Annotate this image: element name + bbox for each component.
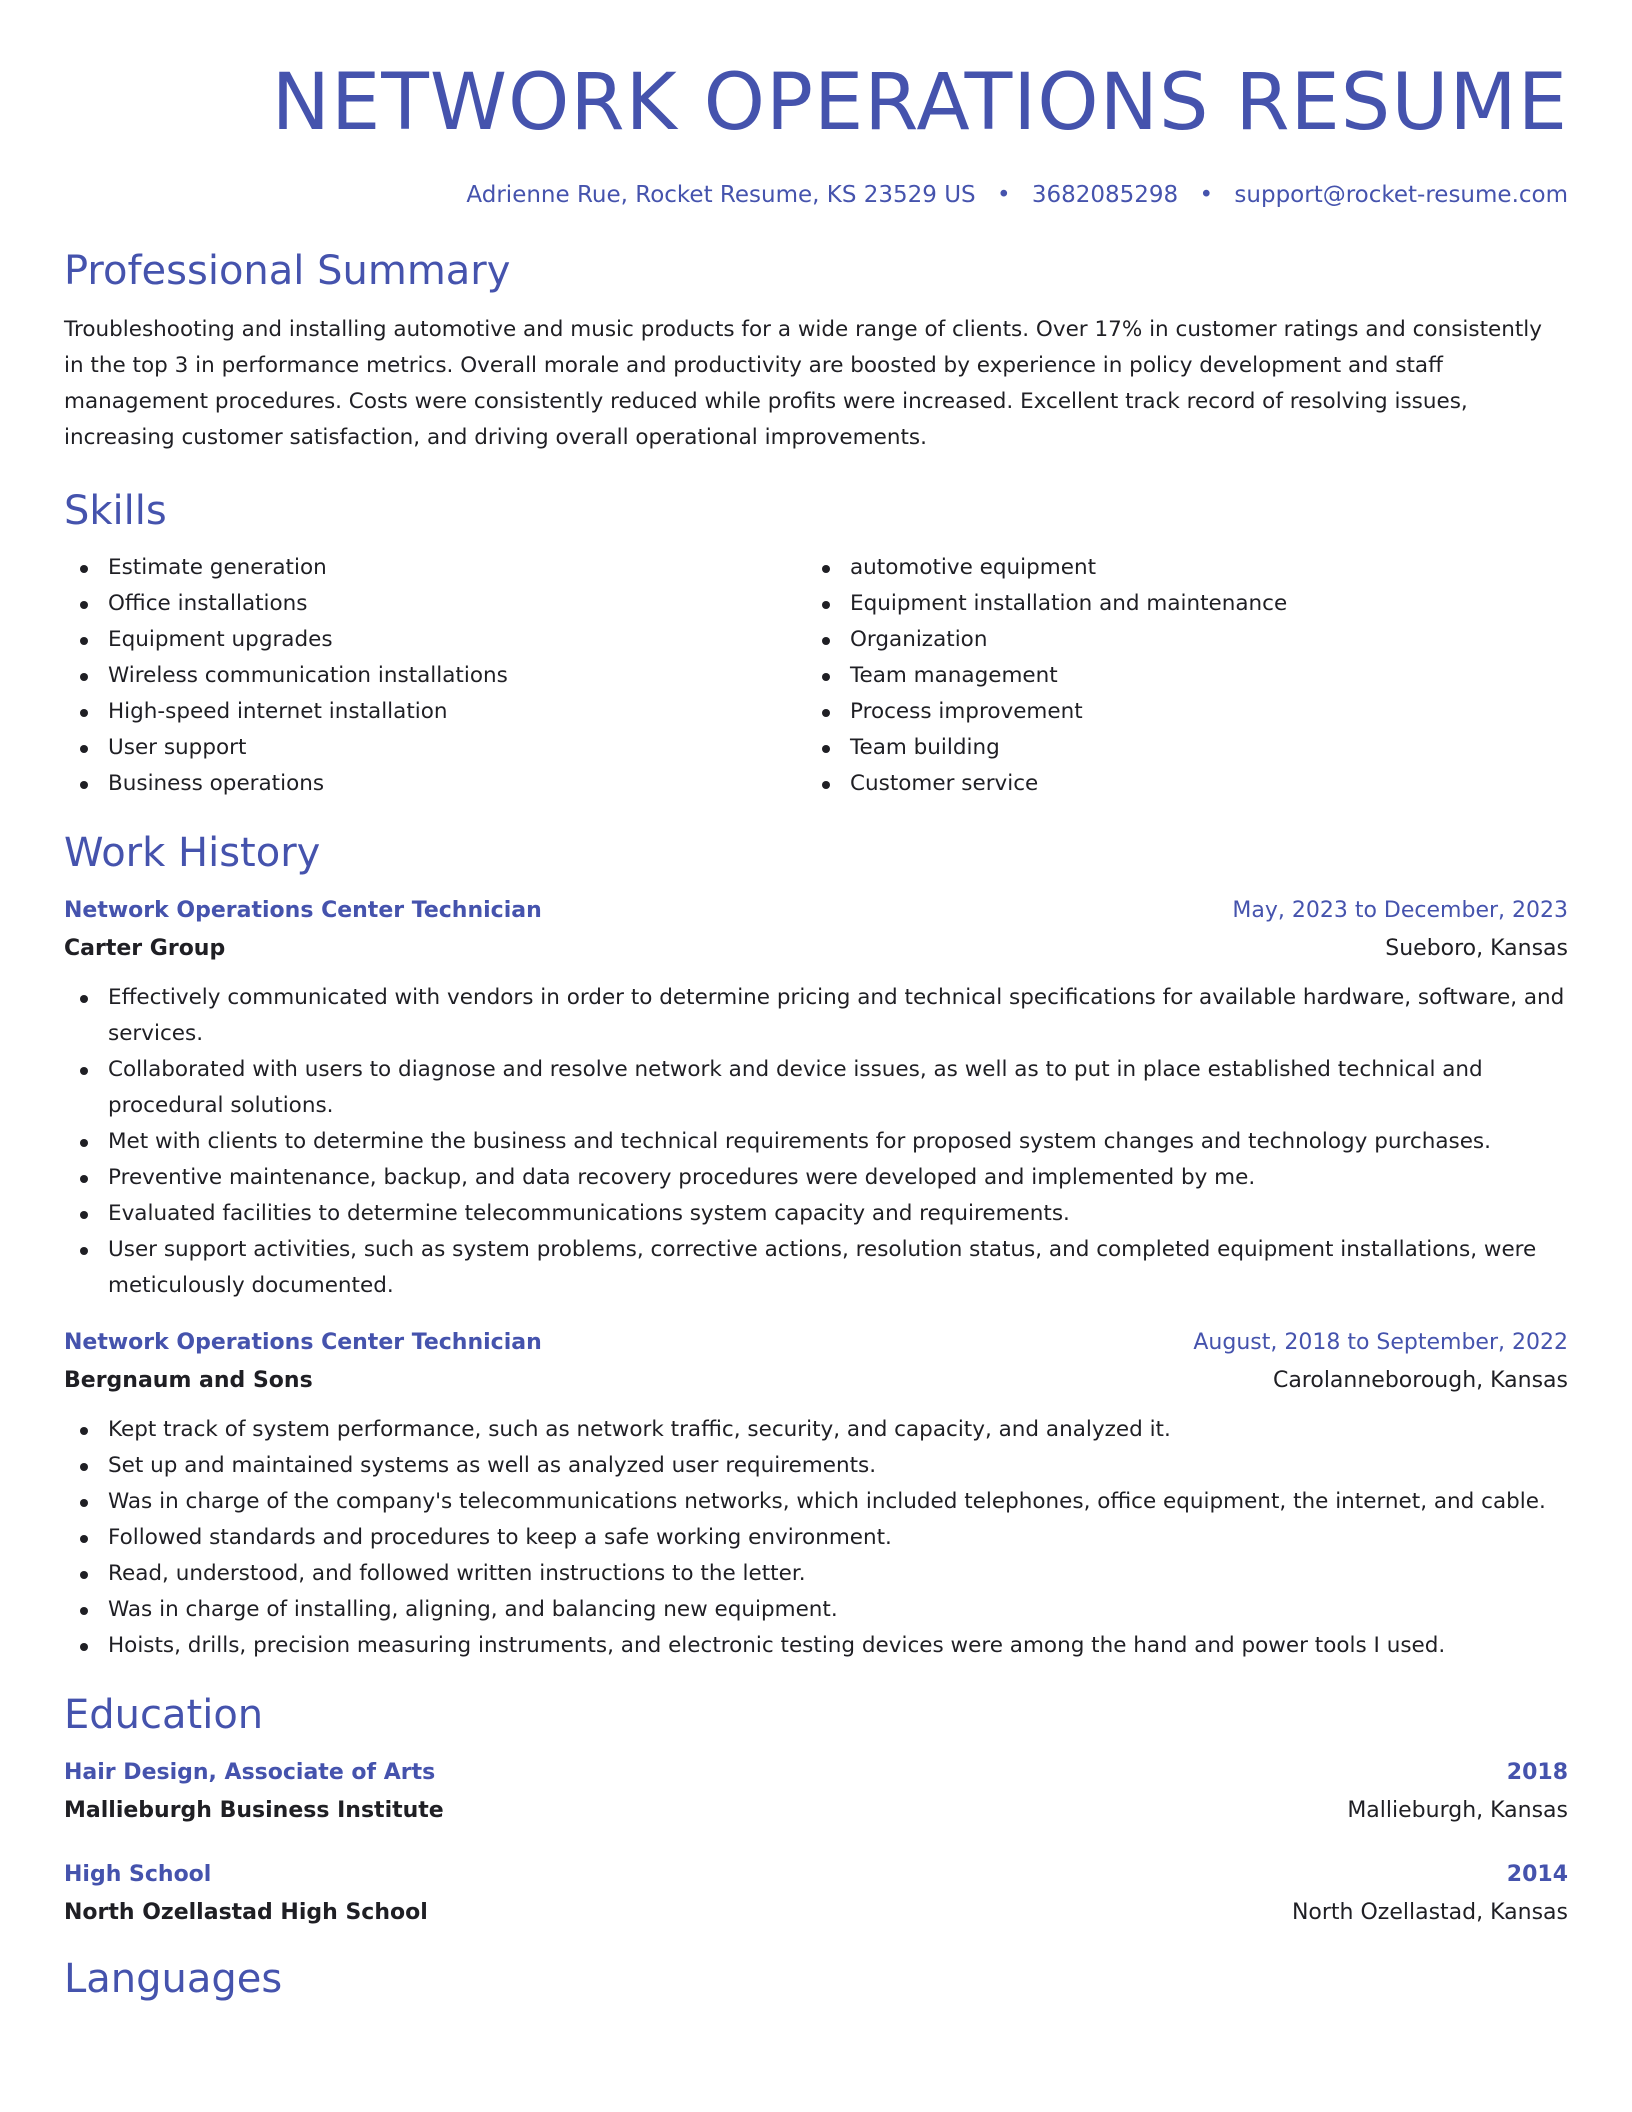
skill-item: Equipment installation and maintenance — [806, 586, 1548, 622]
contact-email: support@rocket-resume.com — [1234, 182, 1568, 208]
skill-item: User support — [64, 730, 806, 766]
resume-title: NETWORK OPERATIONS RESUME — [271, 58, 1568, 148]
job-duty: Met with clients to determine the business and technical requirements for proposed system changes and technology purchases. — [64, 1124, 1568, 1160]
education-degree: Hair Design, Associate of Arts — [64, 1760, 436, 1785]
job-duty: Followed standards and procedures to keep a safe working environment. — [64, 1520, 1568, 1556]
job-company: Carter Group — [64, 936, 226, 961]
job-company: Bergnaum and Sons — [64, 1368, 313, 1393]
education-school-row — [64, 1792, 1568, 1830]
job-title: Network Operations Center Technician — [64, 1330, 542, 1355]
job-duty: Effectively communicated with vendors in order to determine pricing and technical specifications for available hardware, software, and services. — [64, 980, 1568, 1052]
job-title: Network Operations Center Technician — [64, 898, 542, 923]
job-duty: Evaluated facilities to determine telecommunications system capacity and requirements. — [64, 1196, 1568, 1232]
job-location: Sueboro, Kansas — [1385, 936, 1568, 961]
job-company-row — [64, 930, 1568, 968]
skill-item: Wireless communication installations — [64, 658, 806, 694]
skill-item: High-speed internet installation — [64, 694, 806, 730]
skills-list-left — [64, 550, 806, 802]
education-school-row — [64, 1894, 1568, 1932]
job-duty: Preventive maintenance, backup, and data recovery procedures were developed and implemented by me. — [64, 1160, 1568, 1196]
skill-item: Equipment upgrades — [64, 622, 806, 658]
job-duty: Hoists, drills, precision measuring instruments, and electronic testing devices were among the hand and power tools I used. — [64, 1628, 1568, 1664]
job-duty: Was in charge of installing, aligning, and balancing new equipment. — [64, 1592, 1568, 1628]
work-history-section — [64, 828, 1568, 1664]
contact-separator: • — [996, 182, 1011, 208]
skills-list-right — [806, 550, 1548, 802]
summary-text: Troubleshooting and installing automotive and music products for a wide range of clients. Over 17% in customer ratings and consistently in the top 3 in performance metrics. Overall morale and productivity are boosted by experience in policy development and staff management procedures. Costs were consistently reduced while profits were increased. Excellent track record of resolving issues, increasing customer satisfaction, and driving overall operational improvements. — [64, 317, 1542, 450]
job-dates: May, 2023 to December, 2023 — [1232, 898, 1568, 923]
skill-item: Business operations — [64, 766, 806, 802]
contact-phone: 3682085298 — [1031, 182, 1179, 208]
summary-section — [64, 246, 1568, 456]
skill-item: Estimate generation — [64, 550, 806, 586]
job-dates: August, 2018 to September, 2022 — [1193, 1330, 1568, 1355]
education-location: North Ozellastad, Kansas — [1291, 1900, 1568, 1925]
job-duties-list — [64, 1412, 1568, 1664]
skills-columns — [64, 550, 1568, 802]
job-company-row — [64, 1362, 1568, 1400]
education-degree: High School — [64, 1862, 212, 1887]
job-duty: User support activities, such as system problems, corrective actions, resolution status, and completed equipment installations, were meticulously documented. — [64, 1232, 1568, 1304]
skills-heading: Skills — [64, 488, 167, 534]
skill-item: Team management — [806, 658, 1548, 694]
summary-heading: Professional Summary — [64, 248, 511, 294]
job-duties-list — [64, 980, 1568, 1304]
job-entry — [64, 1324, 1568, 1664]
education-school: North Ozellastad High School — [64, 1900, 428, 1925]
skill-item: Office installations — [64, 586, 806, 622]
skills-section — [64, 486, 1568, 802]
skill-item: Process improvement — [806, 694, 1548, 730]
job-duty: Collaborated with users to diagnose and resolve network and device issues, as well as to put in place established technical and procedural solutions. — [64, 1052, 1568, 1124]
contact-separator: • — [1199, 182, 1214, 208]
education-entry — [64, 1754, 1568, 1830]
education-heading: Education — [64, 1692, 264, 1738]
education-school: Mallieburgh Business Institute — [64, 1798, 444, 1823]
job-entry — [64, 892, 1568, 1304]
contact-address: Adrienne Rue, Rocket Resume, KS 23529 US — [466, 182, 976, 208]
work-history-heading: Work History — [64, 830, 321, 876]
job-duty: Kept track of system performance, such as network traffic, security, and capacity, and analyzed it. — [64, 1412, 1568, 1448]
education-section — [64, 1690, 1568, 1932]
job-header-row — [64, 892, 1568, 930]
languages-section — [64, 1954, 1568, 2004]
skill-item: Team building — [806, 730, 1548, 766]
job-duty: Was in charge of the company's telecommunications networks, which included telephones, office equipment, the internet, and cable. — [64, 1484, 1568, 1520]
education-location: Mallieburgh, Kansas — [1347, 1798, 1568, 1823]
contact-line — [64, 180, 1568, 210]
education-year: 2014 — [1506, 1862, 1568, 1887]
education-year: 2018 — [1506, 1760, 1568, 1785]
education-header-row — [64, 1754, 1568, 1792]
skill-item: Customer service — [806, 766, 1548, 802]
job-header-row — [64, 1324, 1568, 1362]
resume-page — [64, 0, 1568, 2004]
education-entry — [64, 1856, 1568, 1932]
education-header-row — [64, 1856, 1568, 1894]
job-location: Carolanneborough, Kansas — [1272, 1368, 1568, 1393]
skill-item: automotive equipment — [806, 550, 1548, 586]
job-duty: Set up and maintained systems as well as analyzed user requirements. — [64, 1448, 1568, 1484]
skill-item: Organization — [806, 622, 1548, 658]
job-duty: Read, understood, and followed written instructions to the letter. — [64, 1556, 1568, 1592]
languages-heading: Languages — [64, 1956, 283, 2002]
